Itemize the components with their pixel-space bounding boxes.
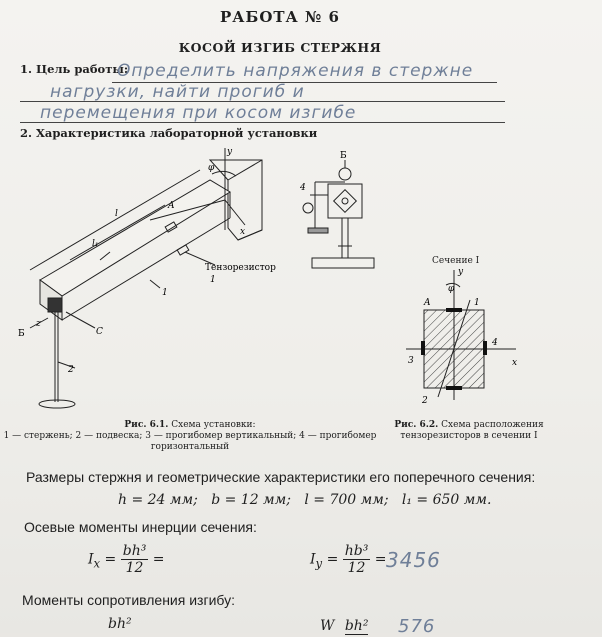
fig1-caption-title: Рис. 6.1. bbox=[124, 420, 169, 430]
fig2-label-A: A bbox=[424, 298, 431, 308]
fig1-label-y: y bbox=[227, 147, 233, 157]
formula-Wy bbox=[320, 618, 368, 634]
Wx-numerator: bh² bbox=[108, 616, 132, 632]
fig1-label-2: 2 bbox=[68, 365, 74, 375]
fig1-caption-text: Схема установки: bbox=[171, 420, 256, 430]
fig2-label-3: 3 bbox=[408, 356, 414, 366]
fig1-label-1-right: 1 bbox=[210, 275, 216, 285]
gauge-detail bbox=[290, 150, 380, 280]
Iy-sub: y bbox=[315, 556, 323, 571]
Wy-numerator: bh² bbox=[344, 618, 369, 634]
dims-values: h = 24 мм; b = 12 мм; l = 700 мм; l₁ = 650 мм. bbox=[118, 492, 492, 508]
fig1-label-1: 1 bbox=[162, 288, 168, 298]
fig2-caption-title: Рис. 6.2. bbox=[394, 420, 439, 430]
inertia-label: Осевые моменты инерции сечения: bbox=[24, 519, 257, 535]
Wy-handwritten-value: 576 bbox=[398, 616, 436, 637]
Iy-numerator: hb³ bbox=[344, 543, 369, 559]
fig2-label-y: y bbox=[458, 267, 464, 277]
handwriting-line-2: нагрузки, найти прогиб и bbox=[50, 82, 305, 102]
section-I-label: Сечение I bbox=[432, 256, 480, 266]
fig1-label-l1: l₁ bbox=[92, 239, 99, 249]
fig1-label-strain: Тензорезистор bbox=[205, 263, 276, 273]
fig2-label-4: 4 bbox=[492, 338, 498, 348]
figure-6-2-caption bbox=[384, 420, 554, 442]
gauge-label-4: 4 bbox=[300, 183, 306, 193]
fig1-label-phi: φ bbox=[208, 163, 215, 173]
Ix-denominator: 12 bbox=[125, 560, 144, 576]
Ix-symbol: I bbox=[88, 551, 94, 568]
fig2-caption-line2: тензорезисторов в сечении I bbox=[400, 431, 538, 441]
fig1-label-l: l bbox=[115, 209, 118, 219]
fig1-label-A: A bbox=[168, 201, 175, 211]
fig1-label-x: x bbox=[240, 227, 246, 237]
page-subtitle: КОСОЙ ИЗГИБ СТЕРЖНЯ bbox=[178, 40, 382, 55]
formula-Ix: $I_x$ = $\frac{\text{bh³}}{12}$ = bbox=[88, 543, 165, 576]
figure-6-2-section bbox=[388, 265, 528, 405]
fig1-caption-line3: горизонтальный bbox=[150, 442, 230, 452]
fig2-caption-text: Схема расположения bbox=[441, 420, 544, 430]
fig1-label-B: Б bbox=[18, 329, 25, 339]
fig2-label-x: x bbox=[512, 358, 518, 368]
fig2-label-phi: φ bbox=[448, 284, 455, 294]
Iy-handwritten-value: 3456 bbox=[386, 548, 441, 572]
fig1-caption-line2: 1 — стержень; 2 — подвеска; 3 — прогибомер вертикальный; 4 — прогибомер bbox=[3, 431, 377, 441]
Iy-denominator: 12 bbox=[347, 560, 366, 576]
section-1-label: 1. Цель работы: bbox=[20, 62, 129, 76]
fig1-label-z: z bbox=[36, 319, 41, 329]
resist-label: Моменты сопротивления изгибу: bbox=[22, 592, 235, 608]
fig2-label-2: 2 bbox=[422, 396, 428, 405]
Wy-symbol: W bbox=[320, 618, 335, 634]
handwriting-line-1: Определить напряжения в стержне bbox=[117, 61, 474, 81]
Ix-numerator: bh³ bbox=[122, 543, 147, 559]
handwriting-line-3: перемещения при косом изгибе bbox=[40, 103, 357, 123]
page-title: РАБОТА № 6 bbox=[220, 8, 340, 26]
formula-Iy: $I_y$ = $\frac{\text{hb³}}{12}$ = bbox=[310, 543, 387, 576]
Ix-sub: x bbox=[93, 556, 101, 571]
fig1-label-C: C bbox=[96, 327, 103, 337]
Iy-symbol: I bbox=[310, 551, 316, 568]
dims-intro: Размеры стержня и геометрические характеристики его поперечного сечения: bbox=[26, 469, 536, 485]
figure-6-1-caption bbox=[0, 420, 380, 453]
section-2-label: 2. Характеристика лабораторной установки bbox=[20, 126, 318, 140]
fig2-label-1: 1 bbox=[474, 298, 480, 308]
gauge-label-B: Б bbox=[340, 151, 347, 161]
